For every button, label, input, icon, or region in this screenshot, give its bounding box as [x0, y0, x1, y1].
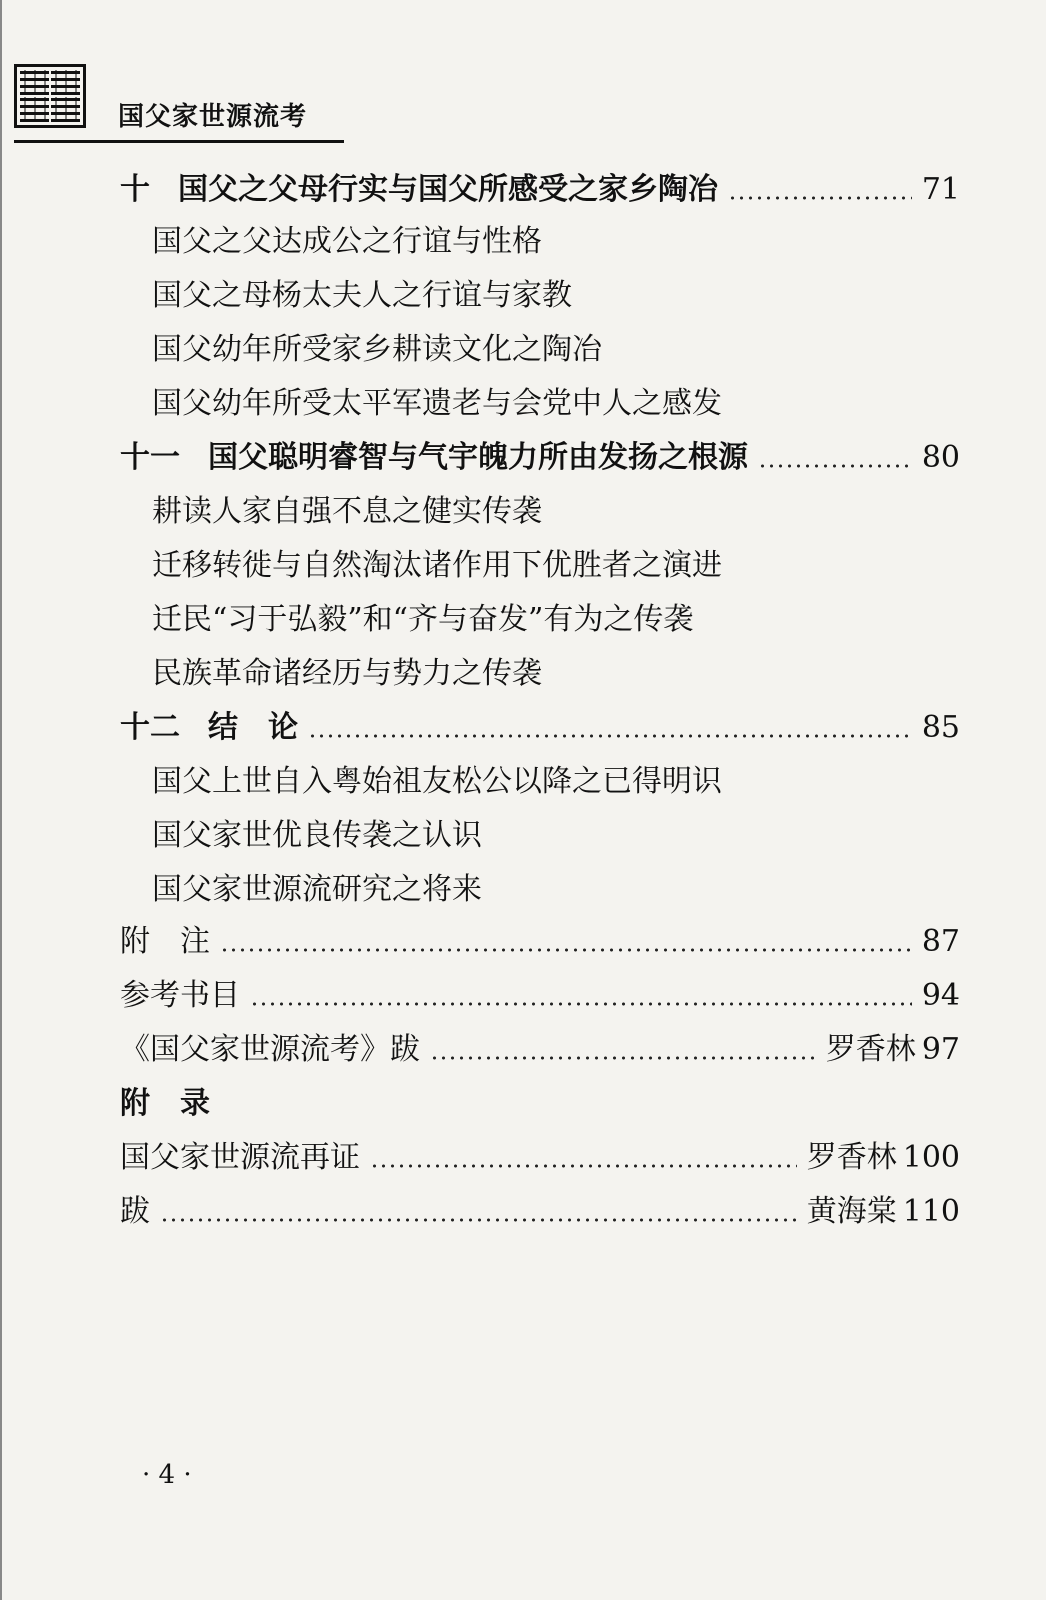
subsection-title: 耕读人家自强不息之健实传袭	[152, 494, 542, 529]
seal-glyph	[20, 97, 49, 122]
running-header	[14, 58, 344, 144]
chapter-number: 十二	[120, 710, 180, 745]
toc-subsection[interactable]	[120, 865, 992, 915]
toc-appendix-item[interactable]	[120, 1187, 960, 1237]
dot-leader	[370, 1164, 797, 1168]
subsection-title: 民族革命诸经历与势力之传袭	[152, 656, 542, 691]
toc-postscript[interactable]	[120, 1025, 960, 1075]
toc-chapter-12[interactable]	[120, 703, 960, 753]
toc-appendix-heading	[120, 1079, 960, 1129]
page-number: 100	[902, 1140, 960, 1175]
subsection-title: 国父上世自入粤始祖友松公以降之已得明识	[152, 764, 722, 799]
subsection-title: 国父家世优良传袭之认识	[152, 818, 482, 853]
toc-subsection[interactable]	[120, 649, 992, 699]
toc-references[interactable]	[120, 971, 960, 1021]
dot-leader	[220, 948, 912, 952]
author-name: 黄海棠	[806, 1194, 897, 1229]
subsection-title: 国父家世源流研究之将来	[152, 872, 482, 907]
chapter-number: 十一	[120, 440, 180, 475]
subsection-title: 国父之父达成公之行谊与性格	[152, 224, 542, 259]
appendix-title: 附 录	[120, 1086, 210, 1121]
chapter-title: 国父之父母行实与国父所感受之家乡陶冶	[178, 172, 718, 207]
toc-notes[interactable]	[120, 917, 960, 967]
dot-leader	[308, 734, 912, 738]
dot-leader	[728, 196, 912, 200]
subsection-title: 迁移转徙与自然淘汰诸作用下优胜者之演进	[152, 548, 722, 583]
chapter-number: 十	[120, 172, 150, 207]
postscript-title: 《国父家世源流考》跋	[120, 1032, 420, 1067]
page-number: 80	[921, 440, 960, 475]
seal-glyph	[51, 97, 80, 122]
page-number: 110	[902, 1194, 960, 1229]
dot-leader	[250, 1002, 912, 1006]
toc-subsection[interactable]	[120, 271, 992, 321]
toc-appendix-item[interactable]	[120, 1133, 960, 1183]
toc-subsection[interactable]	[120, 595, 992, 645]
toc-subsection[interactable]	[120, 757, 992, 807]
page-number: 97	[921, 1032, 960, 1067]
dot-leader	[430, 1056, 816, 1060]
page-number: 85	[921, 710, 960, 745]
chapter-title: 结 论	[208, 710, 298, 745]
subsection-title: 国父幼年所受太平军遗老与会党中人之感发	[152, 386, 722, 421]
chapter-title: 国父聪明睿智与气宇魄力所由发扬之根源	[208, 440, 748, 475]
toc-subsection[interactable]	[120, 541, 992, 591]
dot-leader	[160, 1218, 797, 1222]
subsection-title: 国父之母杨太夫人之行谊与家教	[152, 278, 572, 313]
toc-subsection[interactable]	[120, 325, 992, 375]
toc-subsection[interactable]	[120, 379, 992, 429]
author-name: 罗香林	[825, 1032, 916, 1067]
page-folio: · 4 ·	[142, 1460, 192, 1490]
toc-subsection[interactable]	[120, 811, 992, 861]
seal-stamp	[14, 64, 86, 128]
author-name: 罗香林	[806, 1140, 897, 1175]
toc-chapter-10[interactable]	[120, 165, 960, 215]
seal-glyph	[51, 70, 80, 95]
appendix-item-title: 跋	[120, 1194, 150, 1229]
dot-leader	[758, 464, 912, 468]
toc-subsection[interactable]	[120, 487, 992, 537]
toc-chapter-11[interactable]	[120, 433, 960, 483]
appendix-item-title: 国父家世源流再证	[120, 1140, 360, 1175]
toc-subsection[interactable]	[120, 217, 992, 267]
subsection-title: 国父幼年所受家乡耕读文化之陶冶	[152, 332, 602, 367]
page-number: 94	[921, 978, 960, 1013]
seal-glyph	[20, 70, 49, 95]
notes-title: 附 注	[120, 924, 210, 959]
header-rule	[14, 140, 344, 143]
subsection-title: 迁民“习于弘毅”和“齐与奋发”有为之传袭	[152, 602, 694, 637]
running-header-title: 国父家世源流考	[118, 102, 308, 132]
page-number: 71	[921, 172, 960, 207]
page-number: 87	[921, 924, 960, 959]
references-title: 参考书目	[120, 978, 240, 1013]
